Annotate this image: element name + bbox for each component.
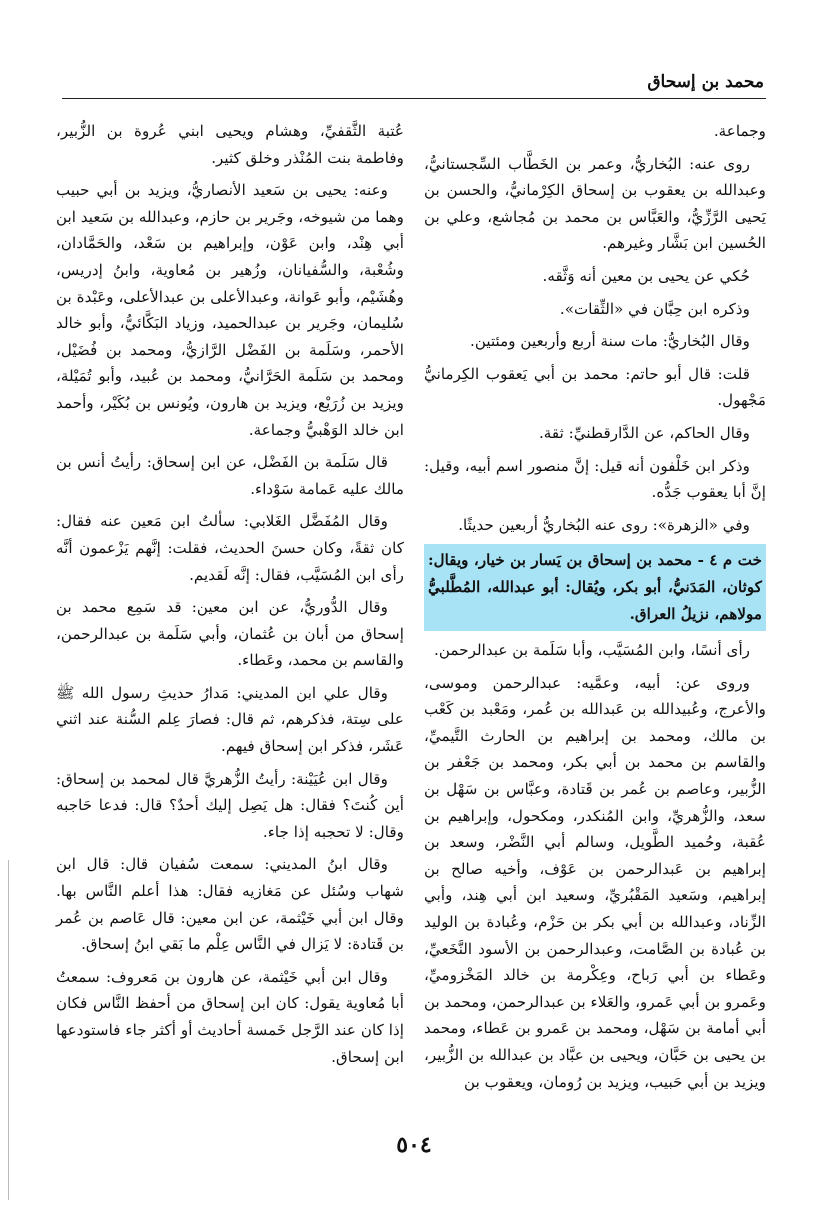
paragraph: وقال البُخاريُّ: مات سنة أربع وأربعين ومئتين. — [470, 332, 750, 351]
paragraph: وقال المُفَضَّل الغَلابي: سألتُ ابن مَعين عنه فقال: كان ثقةً، وكان حسنَ الحديث، فقلت: إنَّهم يَزْعمون أنَّه رأى ابن المُسَيَّب، فقال: إنَّه لَقديم. — [56, 512, 404, 584]
paragraph: وجماعة. — [713, 122, 766, 140]
entry-siglum: خت م ٤ — [709, 551, 763, 570]
paragraph: وذكر ابن خَلْفون أنه قيل: إنَّ منصور اسم أبيه، وقيل: إنَّ أبا يعقوب جَدُّه. — [424, 456, 766, 502]
paragraph: وقال علي ابن المديني: مَدارُ حديثِ رسول الله ﷺ على سِتة، فذكرهم، ثم قال: فصارَ عِلم السُّنة عند اثني عَشَر، فذكر ابن إسحاق فيهم. — [56, 683, 404, 756]
paragraph: وقال الحاكم، عن الدَّارقطنيِّ: ثقة. — [538, 423, 750, 442]
paragraph: عُتبة الثَّقفيِّ، وهشام ويحيى ابني عُروة بن الزُّبير، وفاطمة بنت المُنْذر وخلق كثير. — [56, 122, 404, 167]
paragraph: رأى أنسًا، وابن المُسَيَّب، وأبا سَلَمة بن عبدالرحمن. — [434, 641, 750, 660]
entry-heading-text: - محمد بن إسحاق بن يَسار بن خيار، ويقال: كوثان، المَدَنيُّ، أبو بكر، ويُقال: أبو عبدالله، المُطَّلبيُّ مولاهم، نزيلُ العراق. — [428, 551, 762, 623]
paragraph: وذكره ابن حِبَّان في «الثِّقات». — [559, 299, 750, 318]
paragraph: قال سَلَمة بن الفَضْل، عن ابن إسحاق: رأيتُ أنس بن مالك عليه عَمامة سَوْداء. — [56, 453, 404, 498]
paragraph: وقال ابن عُيَيْنة: رأيتُ الزُّهريَّ قال لمحمد بن إسحاق: أين كُنتَ؟ فقال: هل يَصِل إليك أحدٌ؟ قال: فدعا حَاجبه وقال: لا تحجبه إذا جاء. — [56, 769, 404, 841]
paragraph: وقال ابنُ المديني: سمعت سُفيان قال: قال ابن شهاب وسُئل عن مَغازيه فقال: هذا أعلم النَّاس بها. وقال ابن أبي خَيْثمة، عن ابن معين: قال عَاصم بن عُمر بن قَتادة: لا يَزال في النَّاس عِلْم ما بَقي ابنُ إسحاق. — [56, 855, 404, 954]
paragraph: حُكي عن يحيى بن معين أنه وَثَّقه. — [542, 266, 750, 285]
left-column — [56, 118, 404, 1076]
page-number: ٥٠٤ — [396, 1132, 432, 1158]
paragraph: وفي «الزهرة»: روى عنه البُخاريُّ أربعين حديثًا. — [458, 515, 750, 534]
right-column — [424, 118, 766, 1101]
paragraph: وعنه: يحيى بن سَعيد الأنصاريُّ، ويزيد بن أبي حبيب وهما من شيوخه، وجَرير بن حازم، وعبدالله بن سَعيد ابن أبي هِنْد، وابن عَوْن، وإبراهيم بن سَعْد، والحَمَّادان، وشُعْبة، والسُّفيانان، وزُهير بن مُعاوية، وابنُ إدريس، وهُشَيْم، وأبو عَوانة، وعبدالأعلى بن عبدالأعلى، وعَبْدة بن سُليمان، وجَرير بن عبدالحميد، وزياد البَكَّائيُّ، وأبو خالد الأحمر، وسَلَمة بن الفَضْل الرَّازيُّ، ومحمد بن فُضَيْل، ومحمد بن سَلَمة الحَرَّانيُّ، ومحمد بن عُبيد، وأبو تُمَيْلة، ويزيد بن زُرَيْع، ويزيد بن هارون، ويُونس بن بُكَيْر، وأحمد ابن خالد الوَهْبيُّ وجماعة. — [55, 181, 404, 439]
entry-heading-highlight — [424, 544, 766, 631]
running-head-title: محمد بن إسحاق — [647, 72, 764, 92]
paragraph: وقال ابن أبي خَيْثمة، عن هارون بن مَعروف: سمعتُ أبا مُعاوية يقول: كان ابن إسحاق من أحفظ النَّاس فكان إذا كان عند الرَّجل خَمسة أحاديث أو أكثر جاء فاستودعها ابن إسحاق. — [56, 967, 404, 1066]
paragraph: روى عنه: البُخاريُّ، وعمر بن الخَطَّاب السِّجستانيُّ، وعبدالله بن يعقوب بن إسحاق الكِرْمانيُّ، والحسن بن يَحيى الرَّزِّيُّ، والعَبَّاس بن محمد بن مُجاشع، وعلي بن الحُسين ابن بَشَّار وغيرهم. — [424, 154, 766, 253]
running-head — [62, 70, 766, 99]
paragraph: وقال الدُّوريُّ، عن ابن معين: قد سَمِع محمد بن إسحاق من أبان بن عُثمان، وأبي سَلَمة بن عبدالرحمن، والقاسم بن محمد، وعَطاء. — [56, 598, 404, 670]
paragraph: قلت: قال أبو حاتم: محمد بن أبي يَعقوب الكِرمانيُّ مَجْهول. — [424, 364, 766, 410]
paragraph: وروى عن: أبيه، وعمَّيه: عبدالرحمن وموسى، والأعرج، وعُبيدالله بن عَبدالله بن عُمر، ومَعْبد بن كَعْب بن مالك، ومحمد بن إبراهيم بن الحارث التَّيميِّ، والقاسم بن محمد بن أبي بكر، ومحمد بن جَعْفر بن الزُّبير، وعاصم بن عُمر بن قَتادة، وعبَّاس بن سَهْل بن سعد، والزُّهريِّ، وابن المُنكدر، ومكحول، وإبراهيم بن عُقبة، وحُميد الطَّويل، وسالم أبي النَّضْر، وسعد بن إبراهيم بن عَبدالرحمن بن عَوْف، وأخيه صالح بن إبراهيم، وسَعيد المَقْبُريِّ، وسعيد ابن أبي هِند، وأبي الزِّناد، وعبدالله بن أبي بكر بن حَزْم، وعُبادة بن الوليد بن عُبادة بن الصَّامت، وعبدالرحمن بن الأسود النَّخَعيِّ، وعَطاء بن أبي رَباح، وعِكْرمة بن خالد المَخْزوميِّ، وعَمرو بن أبي عَمرو، والعَلاء بن عبدالرحمن، ومحمد بن أبي أمامة بن سَهْل، ومحمد بن عَمرو بن عَطاء، ومحمد بن يحيى بن حَبَّان، ويحيى بن عبَّاد بن عبدالله بن الزُّبير، ويزيد بن أبي حَبيب، ويزيد بن رُومان، ويعقوب بن — [424, 673, 766, 1091]
